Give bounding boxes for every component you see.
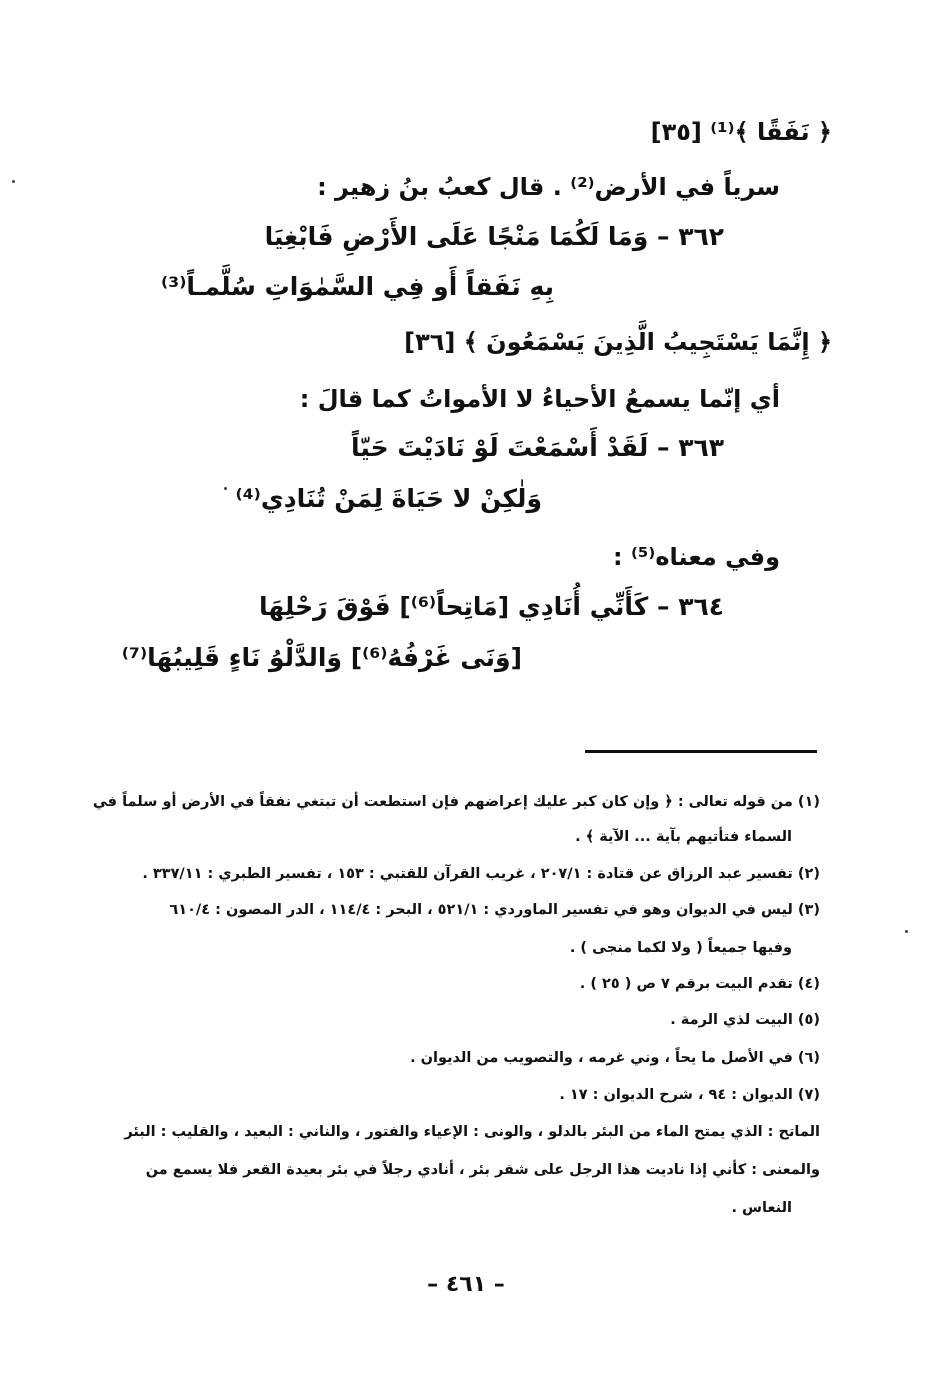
footnote-3-line-2: وفيها جميعاً ( ولا لكما منجى ) . <box>569 940 792 956</box>
footnote-6: (٦) في الأصل ما يحاً ، وني غرمه ، والتصويب من الديوان . <box>410 1050 820 1066</box>
page-number: – ٤٦١ – <box>427 1272 505 1297</box>
scan-speck <box>224 487 227 490</box>
footnote-5: (٥) البيت لذي الرمة . <box>670 1012 820 1028</box>
commentary-line-1: سرياً في الأرض⁽²⁾ . قال كعبُ بنُ زهير : <box>317 173 780 201</box>
verse-362-second-hemistich: بِهِ نَفَقاً أَو فِي السَّمٰوَاتِ سُلَّمـاً⁽³⁾ <box>161 272 554 301</box>
verse-364-first-hemistich: ٣٦٤ – كَأَنِّي أُنَادِي [مَاتِحاً⁽⁶⁾] فَوْقَ رَحْلِهَا <box>259 592 724 621</box>
verse-364-second-hemistich: [وَنَى غَرْفُهُ⁽⁶⁾] وَالدَّلْوُ نَاءٍ قَلِيبُهَا⁽⁷⁾ <box>121 643 522 672</box>
scan-speck <box>12 180 15 183</box>
scan-speck <box>905 930 908 933</box>
footnote-2: (٢) تفسير عبد الرزاق عن قتادة : ٢٠٧/١ ، غريب القرآن للقتبي : ١٥٣ ، تفسير الطبري : ٣٣٧/١١ . <box>142 866 820 882</box>
footnote-3-line-1: (٣) ليس في الديوان وهو في تفسير الماوردي : ٥٢١/١ ، البحر : ١١٤/٤ ، الدر المصون : ٦١٠/٤ <box>169 902 820 918</box>
commentary-line-2: أي إنّما يسمعُ الأحياءُ لا الأمواتُ كما قالَ : <box>299 385 780 413</box>
footnote-4: (٤) تقدم البيت برقم ٧ ص ( ٢٥ ) . <box>579 976 820 992</box>
footnote-1-line-2: السماء فتأتيهم بآية ... الآية ﴾ . <box>575 829 792 845</box>
verse-362-first-hemistich: ٣٦٢ – وَمَا لَكُمَا مَنْجًا عَلَى الأَرْضِ فَابْغِيَا <box>264 222 724 251</box>
footnote-gloss-2: والمعنى : كأني إذا ناديت هذا الرجل على شفر بئر ، أنادي رجلاً في بئر بعيدة القعر فلا يسمع من <box>145 1162 820 1178</box>
footnote-1-line-1: (١) من قوله تعالى : ﴿ وإن كان كبر عليك إعراضهم فإن استطعت أن تبتغي نفقاً في الأرض أو سلماً في <box>92 794 820 810</box>
footnote-gloss-3: النعاس . <box>731 1200 792 1216</box>
footnote-7: (٧) الديوان : ٩٤ ، شرح الديوان : ١٧ . <box>559 1087 820 1103</box>
footnote-gloss-1: الماتح : الذي يمتح الماء من البئر بالدلو ، والونى : الإعياء والفتور ، والناني : البعيد ، والقليب : البئر <box>124 1124 820 1140</box>
verse-363-first-hemistich: ٣٦٣ – لَقَدْ أَسْمَعْتَ لَوْ نَادَيْتَ حَيّاً <box>351 433 724 462</box>
quran-heading-36: ﴿ إِنَّمَا يَسْتَجِيبُ الَّذِينَ يَسْمَعُونَ ﴾ [٣٦] <box>404 328 832 356</box>
quran-heading-35: ﴿ نَفَقًا ﴾⁽¹⁾ [٣٥] <box>650 118 832 146</box>
footnote-separator <box>585 750 817 753</box>
commentary-line-3: وفي معناه⁽⁵⁾ : <box>613 543 780 571</box>
verse-363-second-hemistich: وَلٰكِنْ لا حَيَاةَ لِمَنْ تُنَادِي⁽⁴⁾ <box>235 484 542 513</box>
